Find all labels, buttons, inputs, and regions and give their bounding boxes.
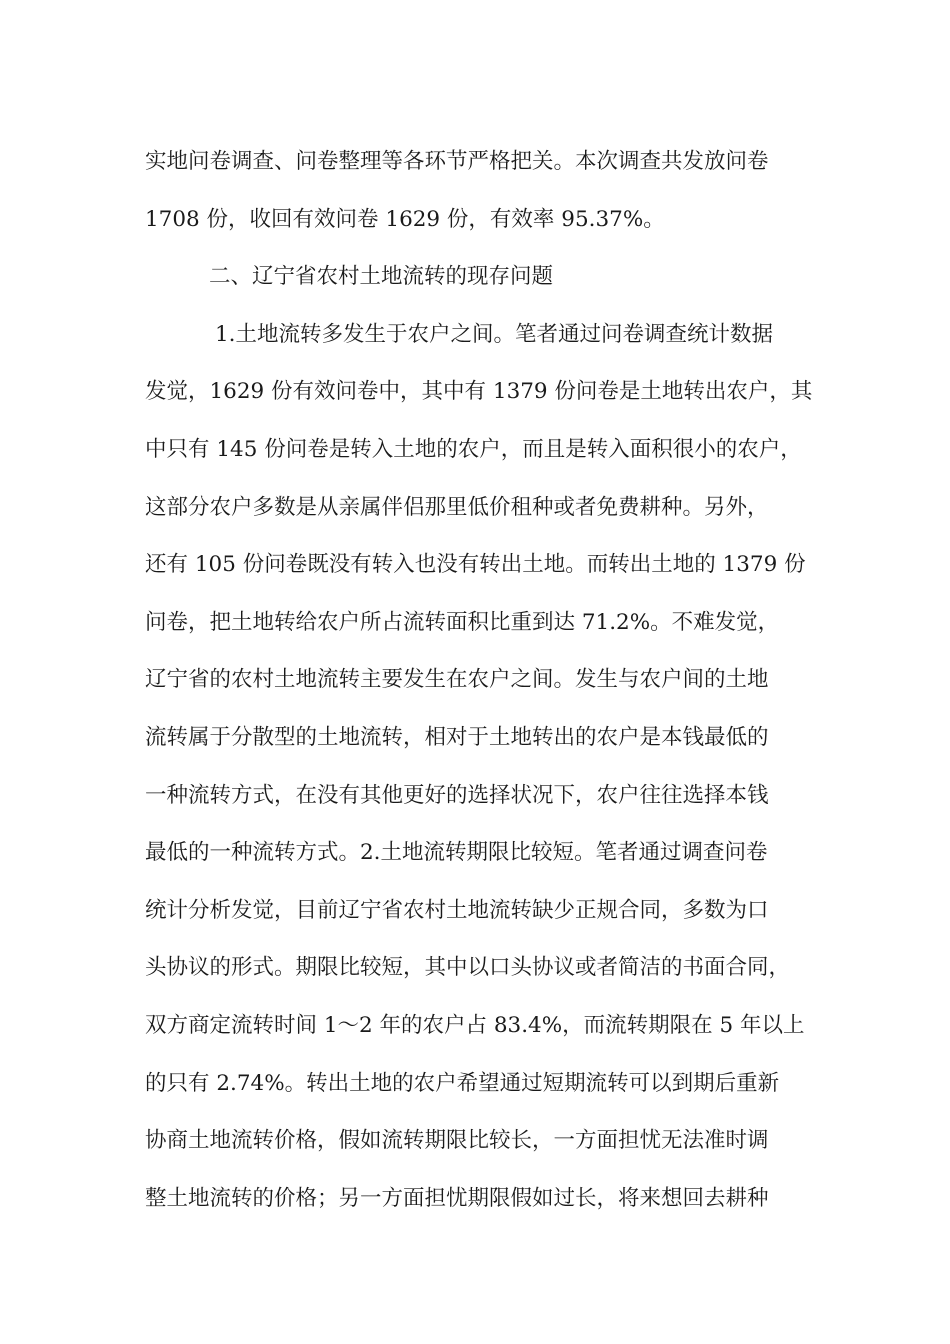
text-line: 问卷，把土地转给农户所占流转面积比重到达 71.2%。不难发觉， <box>145 609 780 635</box>
text-line: 发觉，1629 份有效问卷中，其中有 1379 份问卷是土地转出农户，其 <box>145 379 813 405</box>
text-line: 一种流转方式，在没有其他更好的选择状况下，农户往往选择本钱 <box>145 782 769 808</box>
text-line: 统计分析发觉，目前辽宁省农村土地流转缺少正规合同，多数为口 <box>145 897 769 923</box>
text-line: 辽宁省的农村土地流转主要发生在农户之间。发生与农户间的土地 <box>145 667 769 693</box>
text-line: 中只有 145 份问卷是转入土地的农户，而且是转入面积很小的农户， <box>145 436 802 462</box>
text-line: 头协议的形式。期限比较短，其中以口头协议或者简洁的书面合同， <box>145 955 791 981</box>
text-line: 协商土地流转价格，假如流转期限比较长，一方面担忧无法准时调 <box>145 1128 769 1154</box>
text-line: 整土地流转的价格；另一方面担忧期限假如过长，将来想回去耕种 <box>145 1185 769 1211</box>
text-line: 双方商定流转时间 1～2 年的农户占 83.4%，而流转期限在 5 年以上 <box>145 1012 805 1038</box>
body-text <box>145 133 825 1227</box>
text-line: 1708 份，收回有效问卷 1629 份，有效率 95.37%。 <box>145 206 665 232</box>
section-heading: 二、辽宁省农村土地流转的现存问题 <box>209 264 554 290</box>
text-line: 的只有 2.74%。转出土地的农户希望通过短期流转可以到期后重新 <box>145 1070 780 1096</box>
text-line: 实地问卷调查、问卷整理等各环节严格把关。本次调查共发放问卷 <box>145 149 769 174</box>
text-line: 这部分农户多数是从亲属伴侣那里低价租种或者免费耕种。另外， <box>145 494 769 520</box>
text-line: 1.土地流转多发生于农户之间。笔者通过问卷调查统计数据 <box>215 321 774 347</box>
text-line: 还有 105 份问卷既没有转入也没有转出土地。而转出土地的 1379 份 <box>145 552 806 578</box>
text-line: 流转属于分散型的土地流转，相对于土地转出的农户是本钱最低的 <box>145 724 769 750</box>
text-line: 最低的一种流转方式。2.土地流转期限比较短。笔者通过调查问卷 <box>145 840 768 866</box>
